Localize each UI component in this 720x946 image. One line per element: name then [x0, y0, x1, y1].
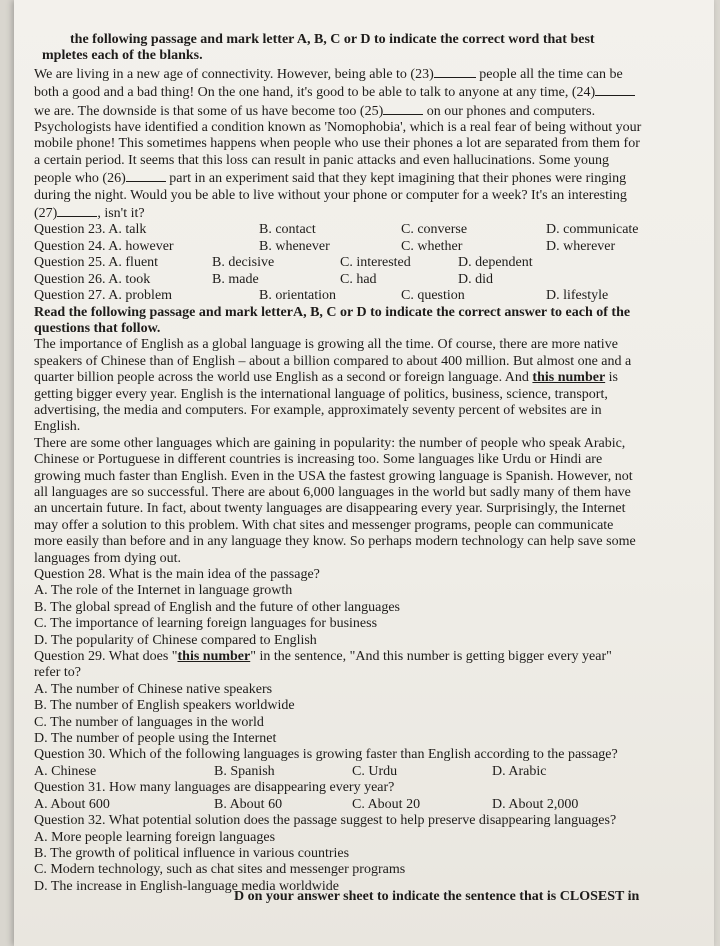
option-a: Question 26. A. took [34, 271, 151, 287]
passage2-line [34, 370, 694, 386]
passage-text: on our phones and computers. [426, 103, 596, 119]
passage1-line [34, 102, 694, 120]
passage-text: (27) [34, 206, 58, 222]
option-c: C. Urdu [352, 763, 398, 779]
q29-option-d: D. The number of people using the Internet [34, 731, 277, 747]
underlined-phrase: this number [532, 370, 606, 386]
blank-27 [57, 204, 97, 217]
worksheet-page [14, 0, 714, 946]
q28-option-c: C. The importance of learning foreign languages for business [34, 616, 378, 632]
option-c: C. About 20 [352, 796, 421, 812]
instruction-line-2: mpletes each of the blanks. [42, 48, 203, 64]
q32-option-a: A. More people learning foreign languages [34, 829, 276, 845]
passage2-line: more easily than before and in any language they know. So perhaps modern technology can help save some [34, 534, 636, 550]
stem-text: " in the sentence, "And this number is getting bigger every year" [250, 649, 612, 665]
passage2-line: advertising, the media and computers. For example, approximately seventy percent of websites are in [34, 402, 602, 418]
option-b: B. orientation [259, 288, 336, 304]
option-a: A. Chinese [34, 763, 97, 779]
option-c: C. converse [401, 222, 468, 238]
option-d: D. dependent [458, 255, 533, 271]
passage-text: both a good and a bad thing! On the one hand, it's good to be able to talk to anyone at any time, (24) [34, 85, 596, 101]
footer-cut-line: D on your answer sheet to indicate the sentence that is CLOSEST in [234, 889, 640, 905]
passage-text: is [605, 370, 618, 386]
passage1-line [34, 65, 694, 83]
question-31-options [34, 797, 694, 813]
question-31-stem: Question 31. How many languages are disappearing every year? [34, 780, 395, 796]
passage1-line: during the night. Would you be able to live without your phone or computer for a week? It's an interesting [34, 187, 627, 203]
option-d: D. communicate [546, 222, 639, 238]
instruction-line-1: the following passage and mark letter A, B, C or D to indicate the correct word that best [70, 32, 595, 47]
blank-24 [595, 83, 635, 96]
passage2-line: languages from dying out. [34, 550, 181, 566]
question-29-stem [34, 649, 694, 665]
question-30-stem: Question 30. Which of the following languages is growing faster than English according to the passage? [34, 747, 618, 763]
option-d: D. Arabic [492, 763, 547, 779]
passage1-line [34, 83, 694, 101]
passage1-line [34, 204, 694, 222]
instruction-2-line-1: Read the following passage and mark letterA, B, C or D to indicate the correct answer to each of the [34, 304, 631, 320]
q32-option-b: B. The growth of political influence in various countries [34, 845, 350, 861]
question-23 [34, 222, 694, 238]
question-30-options [34, 764, 694, 780]
option-b: B. made [212, 271, 259, 287]
blank-23 [434, 65, 476, 78]
passage-text: people who (26) [34, 171, 126, 187]
passage2-line: an uncertain future. In fact, about twenty languages are disappearing every year. Surprisingly, the Internet [34, 501, 626, 517]
q28-option-b: B. The global spread of English and the future of other languages [34, 599, 400, 615]
q32-option-c: C. Modern technology, such as chat sites and messenger programs [34, 862, 406, 878]
q29-option-b: B. The number of English speakers worldwide [34, 698, 295, 714]
passage-text: , isn't it? [97, 206, 145, 222]
option-d: D. About 2,000 [492, 796, 579, 812]
option-b: B. decisive [212, 255, 275, 271]
passage2-line: The importance of English as a global language is growing all the time. Of course, there are more native [34, 337, 618, 353]
instruction-2-line-2: questions that follow. [34, 320, 161, 336]
q28-option-d: D. The popularity of Chinese compared to English [34, 632, 317, 648]
passage2-line: may offer a solution to this problem. With chat sites and messenger programs, people can communicate [34, 517, 614, 533]
passage-text: we are. The downside is that some of us have become too (25) [34, 103, 384, 119]
option-d: D. did [458, 271, 493, 287]
question-26 [34, 272, 694, 288]
question-24 [34, 239, 694, 255]
option-d: D. wherever [546, 238, 616, 254]
passage-text: part in an experiment said that they kept imagining that their phones were ringing [169, 171, 627, 187]
question-25 [34, 255, 694, 271]
option-b: B. About 60 [214, 796, 283, 812]
option-d: D. lifestyle [546, 288, 609, 304]
option-c: C. had [340, 271, 377, 287]
option-a: Question 27. A. problem [34, 288, 173, 304]
q28-option-a: A. The role of the Internet in language growth [34, 583, 293, 599]
passage2-line: English. [34, 419, 81, 435]
passage-text: quarter billion people across the world use English as a second or foreign language. And [34, 370, 533, 386]
blank-25 [383, 102, 423, 115]
passage2-line: Chinese or Portuguese in different countries is increasing too. Some languages like Urdu or Hindi are [34, 452, 603, 468]
question-28-stem: Question 28. What is the main idea of the passage? [34, 567, 320, 582]
passage2-line: getting bigger every year. English is the international language of politics, business, science, transport, [34, 386, 608, 402]
passage2-line: all languages are so successful. There are about 6,000 languages in the world but sadly many of them have [34, 484, 631, 500]
option-b: B. whenever [259, 238, 330, 254]
worksheet-content [34, 32, 694, 906]
blank-26 [126, 169, 166, 182]
question-27 [34, 288, 694, 304]
passage1-line [34, 169, 694, 187]
passage2-line: speakers of Chinese than of English – about a billion compared to about 400 million. But almost one and a [34, 353, 632, 369]
stem-text: Question 29. What does " [34, 649, 178, 665]
underlined-phrase: this number [177, 649, 251, 665]
option-c: C. question [401, 288, 465, 304]
passage1-line: a certain period. It seems that this loss can result in panic attacks and even hallucinations. Some young [34, 152, 610, 168]
question-32-stem: Question 32. What potential solution does the passage suggest to help preserve disappearing languages? [34, 813, 617, 829]
option-a: Question 23. A. talk [34, 222, 147, 238]
option-a: Question 25. A. fluent [34, 255, 159, 271]
passage1-line: mobile phone! This sometimes happens when people who use their phones a lot are separated from them for [34, 136, 640, 152]
option-a: A. About 600 [34, 796, 110, 812]
option-b: B. Spanish [214, 763, 275, 779]
q29-option-c: C. The number of languages in the world [34, 714, 264, 730]
passage1-line: Psychologists have identified a condition known as 'Nomophobia', which is a real fear of being without your [34, 120, 642, 136]
passage2-line: growing much faster than English. Even in the USA the fastest growing language is Spanish. However, not [34, 468, 633, 484]
q32-option-d: D. The increase in English-language media worldwide [34, 878, 339, 894]
passage-text: people all the time can be [479, 66, 623, 82]
passage-text: We are living in a new age of connectivity. However, being able to (23) [34, 66, 434, 82]
question-29-stem-cont: refer to? [34, 665, 82, 681]
q29-option-a: A. The number of Chinese native speakers [34, 681, 273, 697]
option-a: Question 24. A. however [34, 238, 174, 254]
passage2-line: There are some other languages which are gaining in popularity: the number of people who speak Arabic, [34, 435, 626, 451]
option-c: C. interested [340, 255, 411, 271]
option-c: C. whether [401, 238, 463, 254]
option-b: B. contact [259, 222, 316, 238]
